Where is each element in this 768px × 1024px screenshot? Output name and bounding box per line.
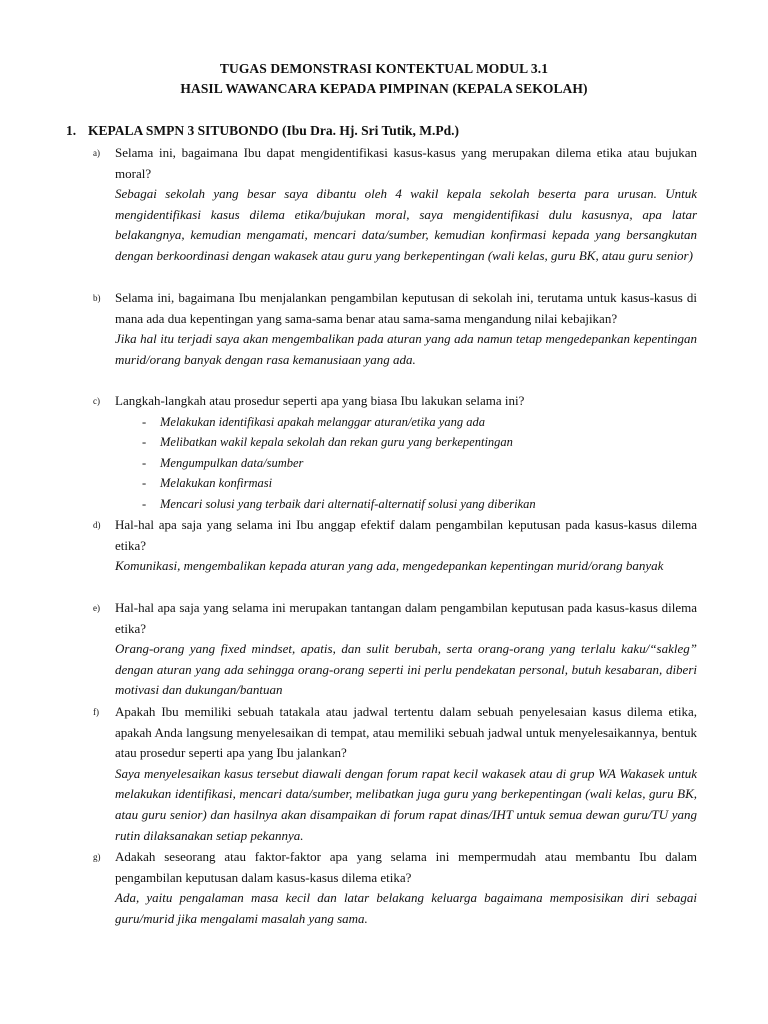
qa-item-a — [93, 143, 697, 267]
question-text: Hal-hal apa saja yang selama ini merupakan tantangan dalam pengambilan keputusan pada kasus-kasus dilema etika? — [115, 600, 697, 636]
qa-item-d — [93, 515, 697, 577]
answer-text: Sebagai sekolah yang besar saya dibantu oleh 4 wakil kepala sekolah beserta para urusan. Untuk mengidentifikasi kasus dilema etika/bujukan moral, saya mengidentifikasi dulu kasusnya, apa latar belakangnya, kemudian mengamati, mencari data/sumber, kemudian konfirmasi kepada yang bersangkutan dengan berkoordinasi dengan wakasek atau guru yang berkepentingan (wali kelas, guru BK, atau guru senior) — [115, 186, 697, 263]
item-marker: c) — [93, 396, 100, 406]
item-marker: e) — [93, 603, 100, 613]
step-text: Melibatkan wakil kepala sekolah dan rekan guru yang berkepentingan — [160, 435, 513, 450]
answer-text: Komunikasi, mengembalikan kepada aturan yang ada, mengedepankan kepentingan murid/orang banyak — [115, 558, 664, 574]
step-text: Melakukan identifikasi apakah melanggar aturan/etika yang ada — [160, 414, 485, 429]
qa-item-b — [93, 288, 697, 370]
question-text: Selama ini, bagaimana Ibu menjalankan pengambilan keputusan di sekolah ini, terutama untuk kasus-kasus di mana ada dua kepentingan yang sama-sama benar atau sama-sama mengandung nilai kebajikan? — [115, 290, 697, 326]
question-text: Apakah Ibu memiliki sebuah tatakala atau jadwal tertentu dalam sebuah penyelesaian kasus dilema etika, apakah Anda langsung menyelesaikan di tempat, atau memiliki sebuah jadwal untuk menyelesaikannya, bentuk atau prosedur seperti apa yang Ibu jalankan? — [115, 704, 697, 761]
item-marker: f) — [93, 707, 99, 717]
step-text: Mencari solusi yang terbaik dari alternatif-alternatif solusi yang diberikan — [160, 496, 536, 511]
list-item: - Melakukan identifikasi apakah melanggar aturan/etika yang ada — [142, 414, 485, 429]
answer-text: Saya menyelesaikan kasus tersebut diawali dengan forum rapat kecil wakasek atau di grup WA Wakasek untuk melakukan identifikasi, mencari data/sumber, melibatkan juga guru yang berkepentingan (wali kelas, guru BK, atau guru senior) dan hasilnya akan disampaikan di forum rapat dinas/IHT untuk semua dewan guru/TU yang rutin dilaksanakan setiap pekannya. — [115, 765, 697, 843]
item-marker: d) — [93, 520, 101, 530]
list-item: - Mencari solusi yang terbaik dari alternatif-alternatif solusi yang diberikan — [142, 496, 536, 511]
qa-item-c — [93, 391, 697, 515]
section-title: KEPALA SMPN 3 SITUBONDO (Ibu Dra. Hj. Sri Tutik, M.Pd.) — [88, 123, 460, 138]
item-marker: a) — [93, 148, 100, 158]
answer-text: Ada, yaitu pengalaman masa kecil dan latar belakang keluarga bagaimana memposisikan diri sebagai guru/murid jika mengalami masalah yang sama. — [115, 890, 697, 926]
question-text: Hal-hal apa saja yang selama ini Ibu anggap efektif dalam pengambilan keputusan pada kasus-kasus dilema etika? — [115, 517, 697, 553]
qa-item-f — [93, 702, 697, 846]
qa-item-g — [93, 847, 697, 929]
list-item: - Melibatkan wakil kepala sekolah dan rekan guru yang berkepentingan — [142, 435, 513, 450]
item-marker: g) — [93, 852, 101, 862]
question-text: Adakah seseorang atau faktor-faktor apa yang selama ini mempermudah atau membantu Ibu dalam pengambilan keputusan dalam kasus-kasus dilema etika? — [115, 849, 697, 885]
step-text: Mengumpulkan data/sumber — [160, 455, 304, 470]
document-title: TUGAS DEMONSTRASI KONTEKTUAL MODUL 3.1 — [219, 61, 549, 76]
answer-text: Jika hal itu terjadi saya akan mengembalikan pada aturan yang ada namun tetap mengedepankan kepentingan murid/orang banyak dengan rasa kemanusiaan yang ada. — [115, 331, 697, 367]
question-text: Langkah-langkah atau prosedur seperti apa yang biasa Ibu lakukan selama ini? — [115, 393, 525, 408]
steps-list — [115, 412, 697, 515]
item-marker: b) — [93, 293, 101, 303]
question-text: Selama ini, bagaimana Ibu dapat mengidentifikasi kasus-kasus yang merupakan dilema etika atau bujukan moral? — [115, 145, 697, 181]
qa-item-e — [93, 598, 697, 701]
step-text: Melakukan konfirmasi — [160, 476, 273, 491]
list-item: - Melakukan konfirmasi — [142, 476, 273, 491]
answer-text: Orang-orang yang fixed mindset, apatis, dan sulit berubah, serta orang-orang yang terlalu kaku/“sakleg” dengan aturan yang ada sehingga orang-orang seperti ini perlu pendekatan personal, butuh kesabaran, diberi motivasi dan dukungan/bantuan — [115, 641, 697, 698]
list-item: - Mengumpulkan data/sumber — [142, 455, 304, 470]
document-subtitle: HASIL WAWANCARA KEPADA PIMPINAN (KEPALA SEKOLAH) — [180, 81, 588, 96]
section-number: 1. — [66, 123, 77, 138]
section-heading — [66, 123, 459, 139]
